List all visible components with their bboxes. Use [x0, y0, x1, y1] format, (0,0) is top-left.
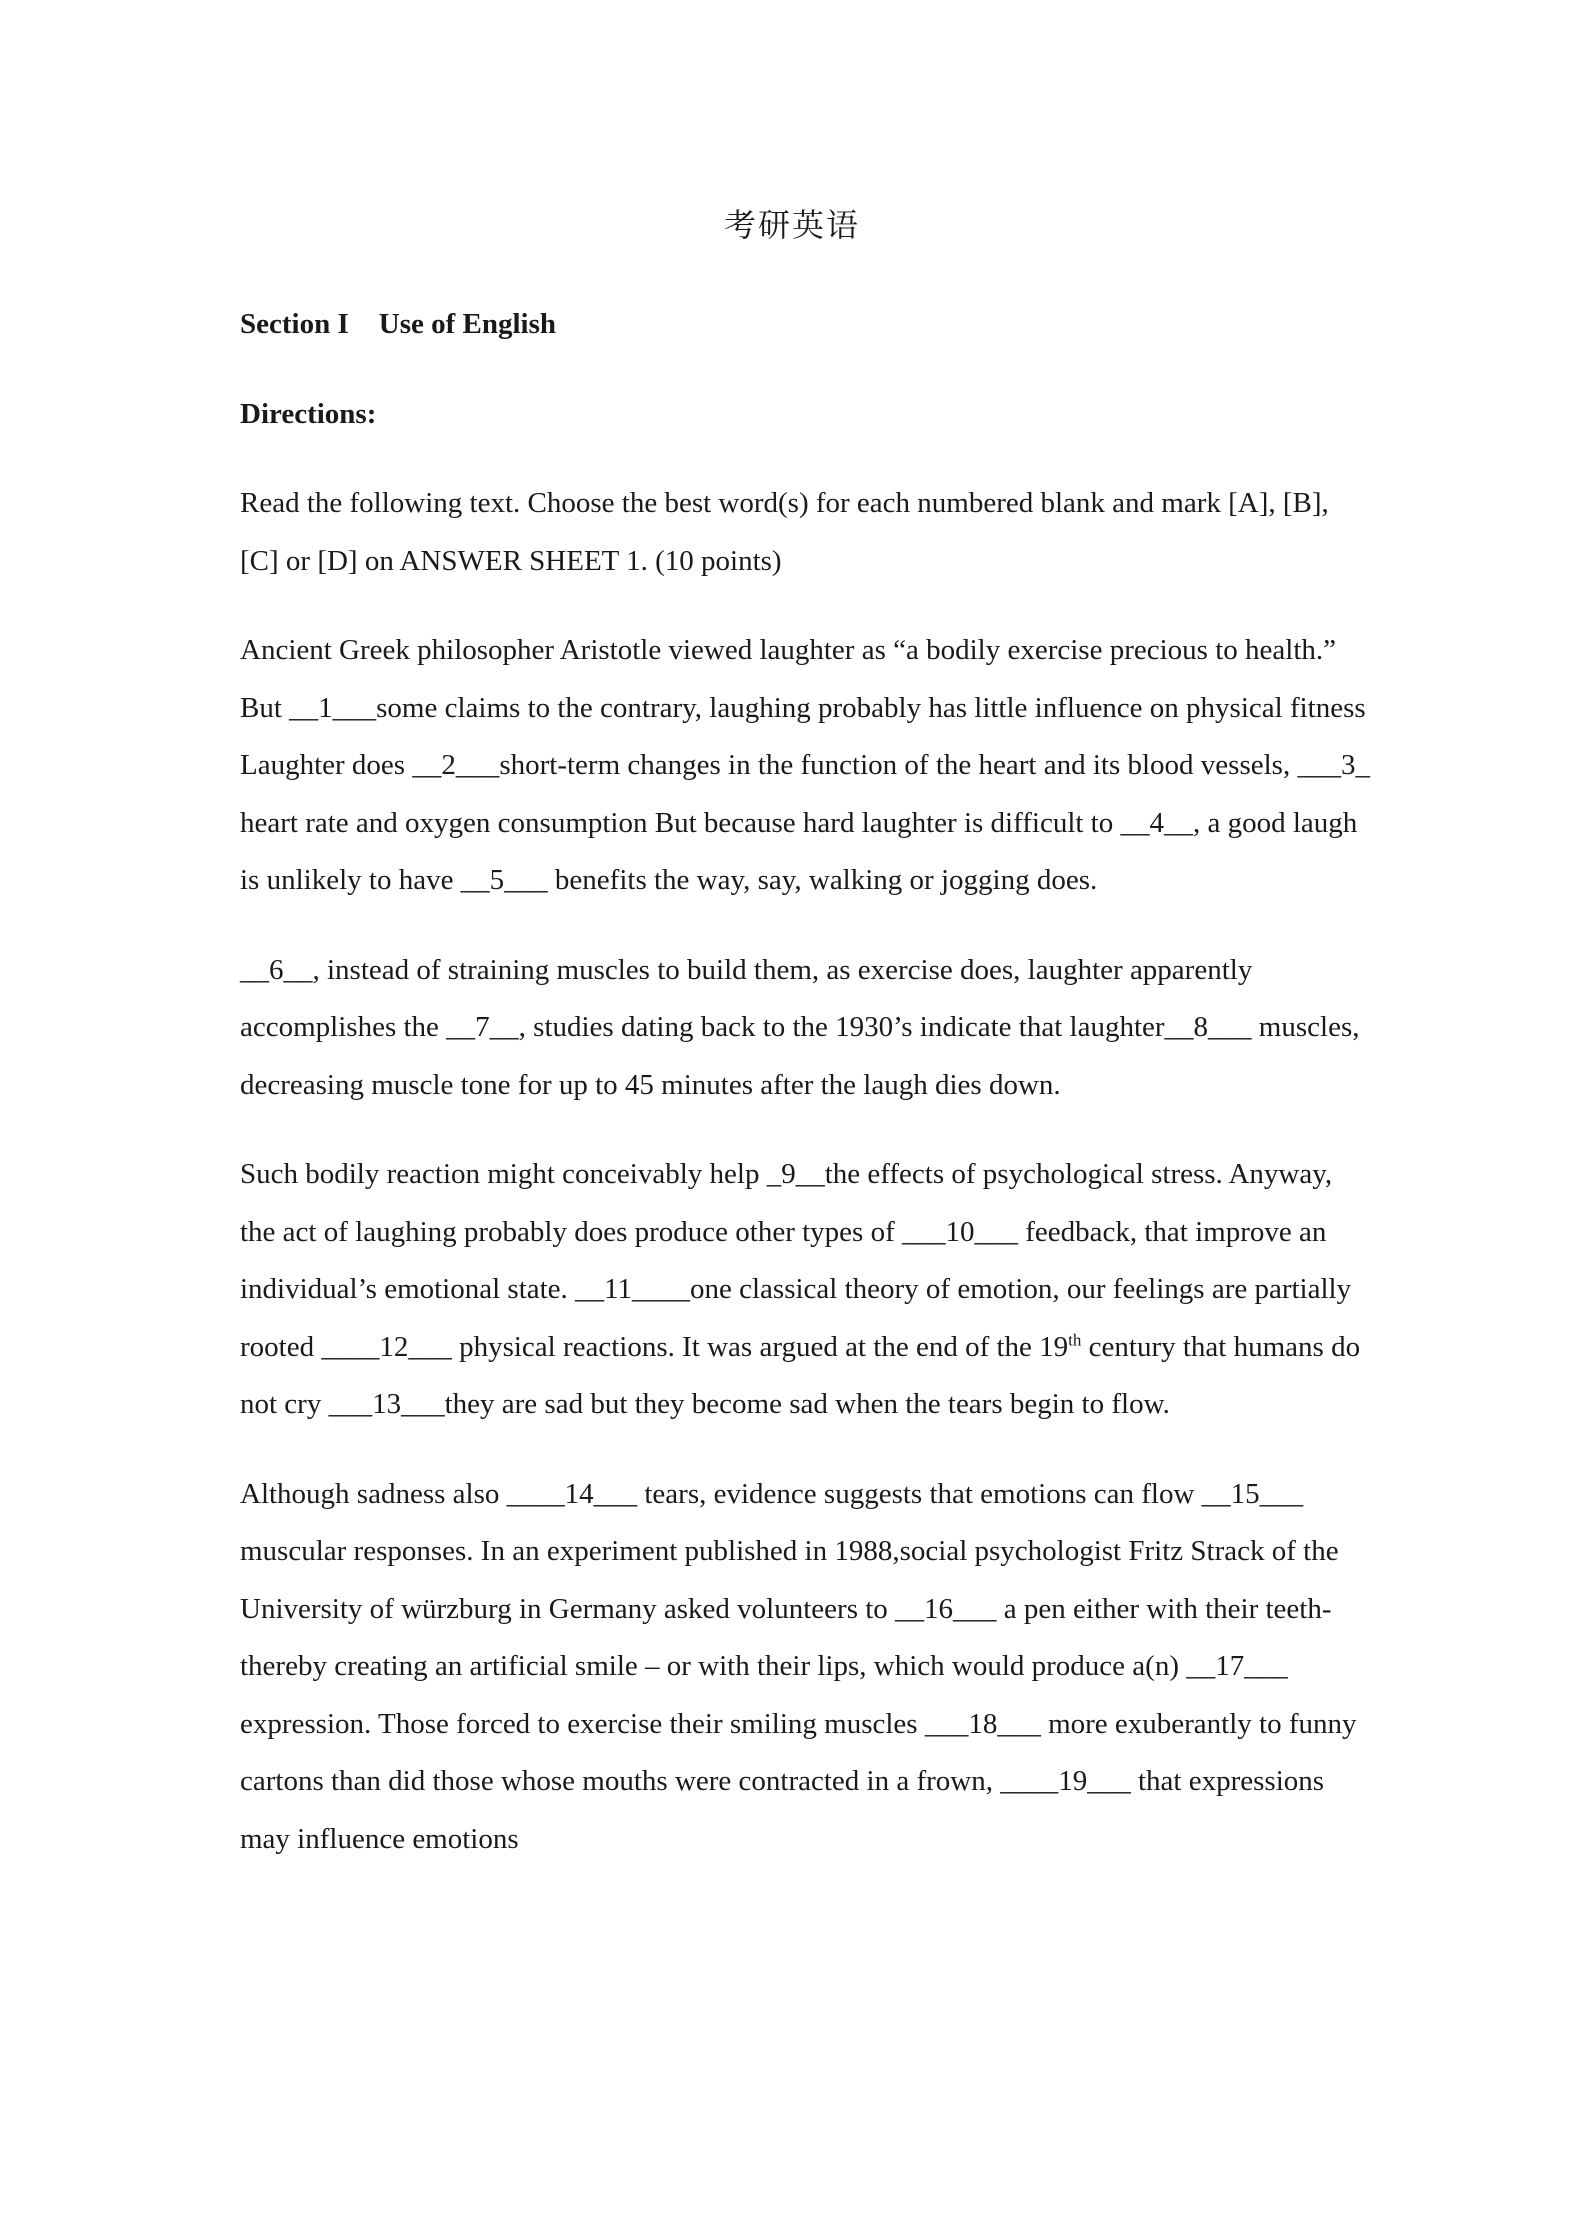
passage-paragraph-4: Although sadness also ____14___ tears, evidence suggests that emotions can flow __15___ muscular responses. In an experiment published in 1988,social psychologist Fritz Strack of the University of würzburg in Germany asked volunteers to __16___ a pen either with their teeth-thereby creating an artificial smile – or with their lips, which would produce a(n) __17___ expression. Those forced to exercise their smiling muscles ___18___ more exuberantly to funny cartons than did those whose mouths were contracted in a frown, ____19___ that expressions may influence emotions: [240, 1477, 1357, 1855]
paragraph-3-text-start: Such bodily reaction might conceivably help _9__the effects of psychological stress. Anyway, the act of laughing probably does produce other types of ___10___ feedback, that improve an individual’s emotional state. __11____one classical theory of emotion, our feelings are partially rooted ____12___ physical reactions. It was argued at the end of the 19: [240, 1158, 1352, 1363]
section-number: Section I: [240, 308, 349, 340]
passage-paragraph-1: Ancient Greek philosopher Aristotle viewed laughter as “a bodily exercise precious to health.” But __1___some claims to the contrary, laughing probably has little influence on physical fitness Laughter does __2___short-term changes in the function of the heart and its blood vessels, ___3_ heart rate and oxygen consumption But because hard laughter is difficult to __4__, a good laugh is unlikely to have __5___ benefits the way, say, walking or jogging does.: [240, 634, 1370, 896]
paragraph-3-text-end: century that humans do not cry ___13___they are sad but they become sad when the tears begin to flow.: [240, 1330, 1361, 1420]
ordinal-superscript: th: [1068, 1329, 1082, 1349]
section-heading: [240, 296, 1370, 354]
passage-paragraph-3: [240, 1146, 1370, 1434]
document-title: 考研英语: [723, 206, 860, 244]
instructions-paragraph: Read the following text. Choose the best word(s) for each numbered blank and mark [A], [B], [C] or [D] on ANSWER SHEET 1. (10 points): [240, 487, 1329, 577]
section-name: Use of English: [378, 308, 557, 340]
directions-label: Directions:: [240, 397, 377, 430]
passage-paragraph-2: __6__, instead of straining muscles to build them, as exercise does, laughter apparently accomplishes the __7__, studies dating back to the 1930’s indicate that laughter__8___ muscles, decreasing muscle tone for up to 45 minutes after the laugh dies down.: [240, 953, 1360, 1101]
document-body: [240, 296, 1370, 1900]
